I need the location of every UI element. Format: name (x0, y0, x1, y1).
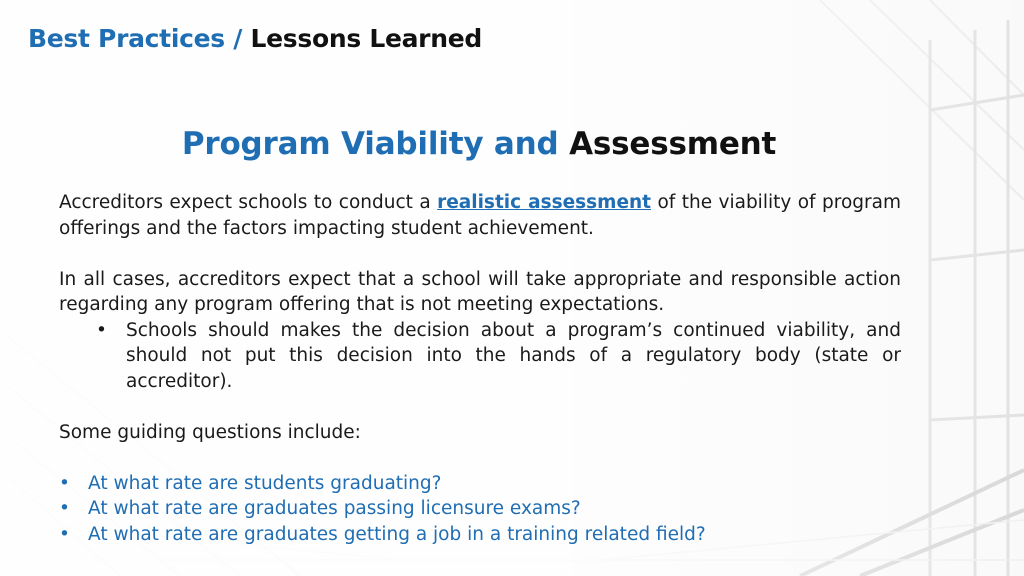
sub-bullet-text: Schools should makes the decision about a program’s continued viability, and should not put this decision into the hands of a regulatory body (state or accreditor). (126, 319, 901, 392)
slide-body (59, 190, 901, 547)
sub-bullet-item (59, 318, 901, 395)
slide-header (28, 24, 482, 53)
title-part-blue: Program Viability and (181, 126, 559, 162)
guiding-questions-intro: Some guiding questions include: (59, 421, 361, 443)
bullet-icon: • (96, 319, 107, 341)
para1-text-after: of the viability of program offerings and the factors impacting student achievement. (59, 192, 901, 239)
question-item (59, 471, 901, 497)
question-item (59, 496, 901, 522)
header-part-blue: Best Practices / (28, 24, 243, 53)
realistic-assessment-link[interactable]: realistic assessment (437, 192, 652, 213)
bullet-icon: • (59, 472, 70, 494)
paragraph-accreditors-expect (59, 190, 901, 241)
header-part-black: Lessons Learned (250, 24, 482, 53)
slide-title (0, 126, 958, 162)
question-text: At what rate are students graduating? (88, 472, 442, 494)
paragraph-all-cases: In all cases, accreditors expect that a school will take appropriate and responsible action regarding any program offering that is not meeting expectations. (59, 268, 901, 315)
question-text: At what rate are graduates getting a job in a training related field? (88, 523, 706, 545)
para1-text-before: Accreditors expect schools to conduct a (59, 192, 431, 213)
bullet-icon: • (59, 523, 70, 545)
question-item (59, 522, 901, 548)
title-part-black: Assessment (569, 126, 777, 162)
bullet-icon: • (59, 498, 70, 519)
question-text: At what rate are graduates passing licensure exams? (88, 498, 581, 519)
